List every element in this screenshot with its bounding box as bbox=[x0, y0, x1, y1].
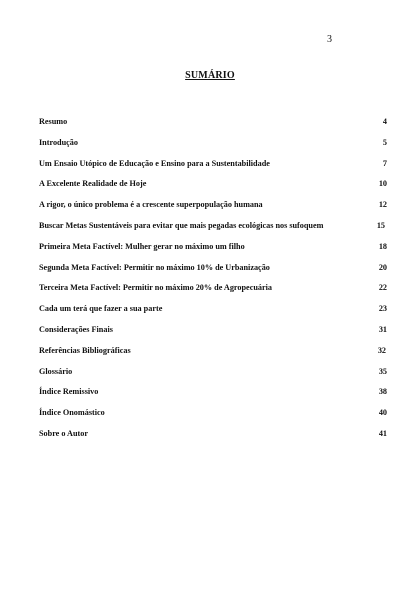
toc-entry-page: 40 bbox=[378, 408, 387, 418]
toc-entry-title: Um Ensaio Utópico de Educação e Ensino para a Sustentabilidade bbox=[39, 158, 270, 168]
toc-entry-title: Considerações Finais bbox=[39, 324, 113, 334]
toc-entry-introducao[interactable] bbox=[39, 138, 387, 159]
page-title: SUMÁRIO bbox=[185, 70, 235, 81]
toc-entry-page: 4 bbox=[382, 117, 387, 126]
toc-entry-page: 5 bbox=[382, 137, 387, 147]
toc-entry-page: 22 bbox=[378, 283, 387, 293]
toc-entry-title: Índice Onomástico bbox=[39, 408, 105, 418]
toc-entry-page: 15 bbox=[376, 220, 385, 230]
toc-entry-excelente-realidade[interactable] bbox=[39, 179, 387, 200]
toc-entry-title: Cada um terá que fazer a sua parte bbox=[39, 304, 163, 314]
page-number: 3 bbox=[327, 34, 332, 45]
toc-entry-sobre-o-autor[interactable] bbox=[39, 429, 387, 450]
toc-entry-page: 41 bbox=[378, 428, 387, 438]
toc-entry-page: 35 bbox=[378, 366, 387, 376]
toc-entry-page: 32 bbox=[377, 345, 386, 355]
toc-entry-title: Introdução bbox=[39, 137, 78, 147]
toc-entry-ensaio-utopico[interactable] bbox=[39, 159, 387, 180]
toc-entry-superpopulacao[interactable] bbox=[39, 200, 387, 221]
toc-entry-page: 23 bbox=[378, 304, 387, 314]
toc-entry-metas-sustentaveis[interactable] bbox=[39, 221, 387, 242]
table-of-contents bbox=[39, 117, 387, 450]
toc-entry-page: 18 bbox=[378, 241, 387, 251]
toc-entry-title: Sobre o Autor bbox=[39, 428, 88, 438]
toc-entry-cada-um[interactable] bbox=[39, 304, 387, 325]
toc-entry-page: 7 bbox=[382, 158, 387, 168]
toc-entry-segunda-meta[interactable] bbox=[39, 263, 387, 284]
toc-entry-page: 12 bbox=[378, 200, 387, 210]
toc-entry-title: A rigor, o único problema é a crescente superpopulação humana bbox=[39, 200, 263, 210]
toc-entry-title: Referências Bibliográficas bbox=[39, 345, 131, 355]
toc-entry-glossario[interactable] bbox=[39, 367, 387, 388]
toc-entry-primeira-meta[interactable] bbox=[39, 242, 387, 263]
toc-entry-consideracoes-finais[interactable] bbox=[39, 325, 387, 346]
toc-entry-title: Buscar Metas Sustentáveis para evitar que mais pegadas ecológicas nos sufoquem bbox=[39, 220, 324, 230]
toc-entry-title: Terceira Meta Factível: Permitir no máximo 20% de Agropecuária bbox=[39, 283, 272, 293]
toc-entry-indice-onomastico[interactable] bbox=[39, 408, 387, 429]
toc-entry-page: 31 bbox=[378, 324, 387, 334]
toc-entry-title: Glossário bbox=[39, 366, 73, 376]
toc-entry-resumo[interactable] bbox=[39, 117, 387, 138]
toc-entry-title: Segunda Meta Factível: Permitir no máximo 10% de Urbanização bbox=[39, 262, 270, 272]
toc-entry-title: Índice Remissivo bbox=[39, 387, 99, 397]
toc-entry-referencias[interactable] bbox=[39, 346, 387, 367]
toc-entry-terceira-meta[interactable] bbox=[39, 283, 387, 304]
toc-entry-title: Resumo bbox=[39, 117, 68, 126]
toc-entry-title: A Excelente Realidade de Hoje bbox=[39, 179, 147, 189]
toc-entry-page: 38 bbox=[378, 387, 387, 397]
toc-entry-title: Primeira Meta Factível: Mulher gerar no máximo um filho bbox=[39, 241, 245, 251]
toc-entry-page: 10 bbox=[378, 179, 387, 189]
toc-entry-page: 20 bbox=[378, 262, 387, 272]
toc-entry-indice-remissivo[interactable] bbox=[39, 387, 387, 408]
